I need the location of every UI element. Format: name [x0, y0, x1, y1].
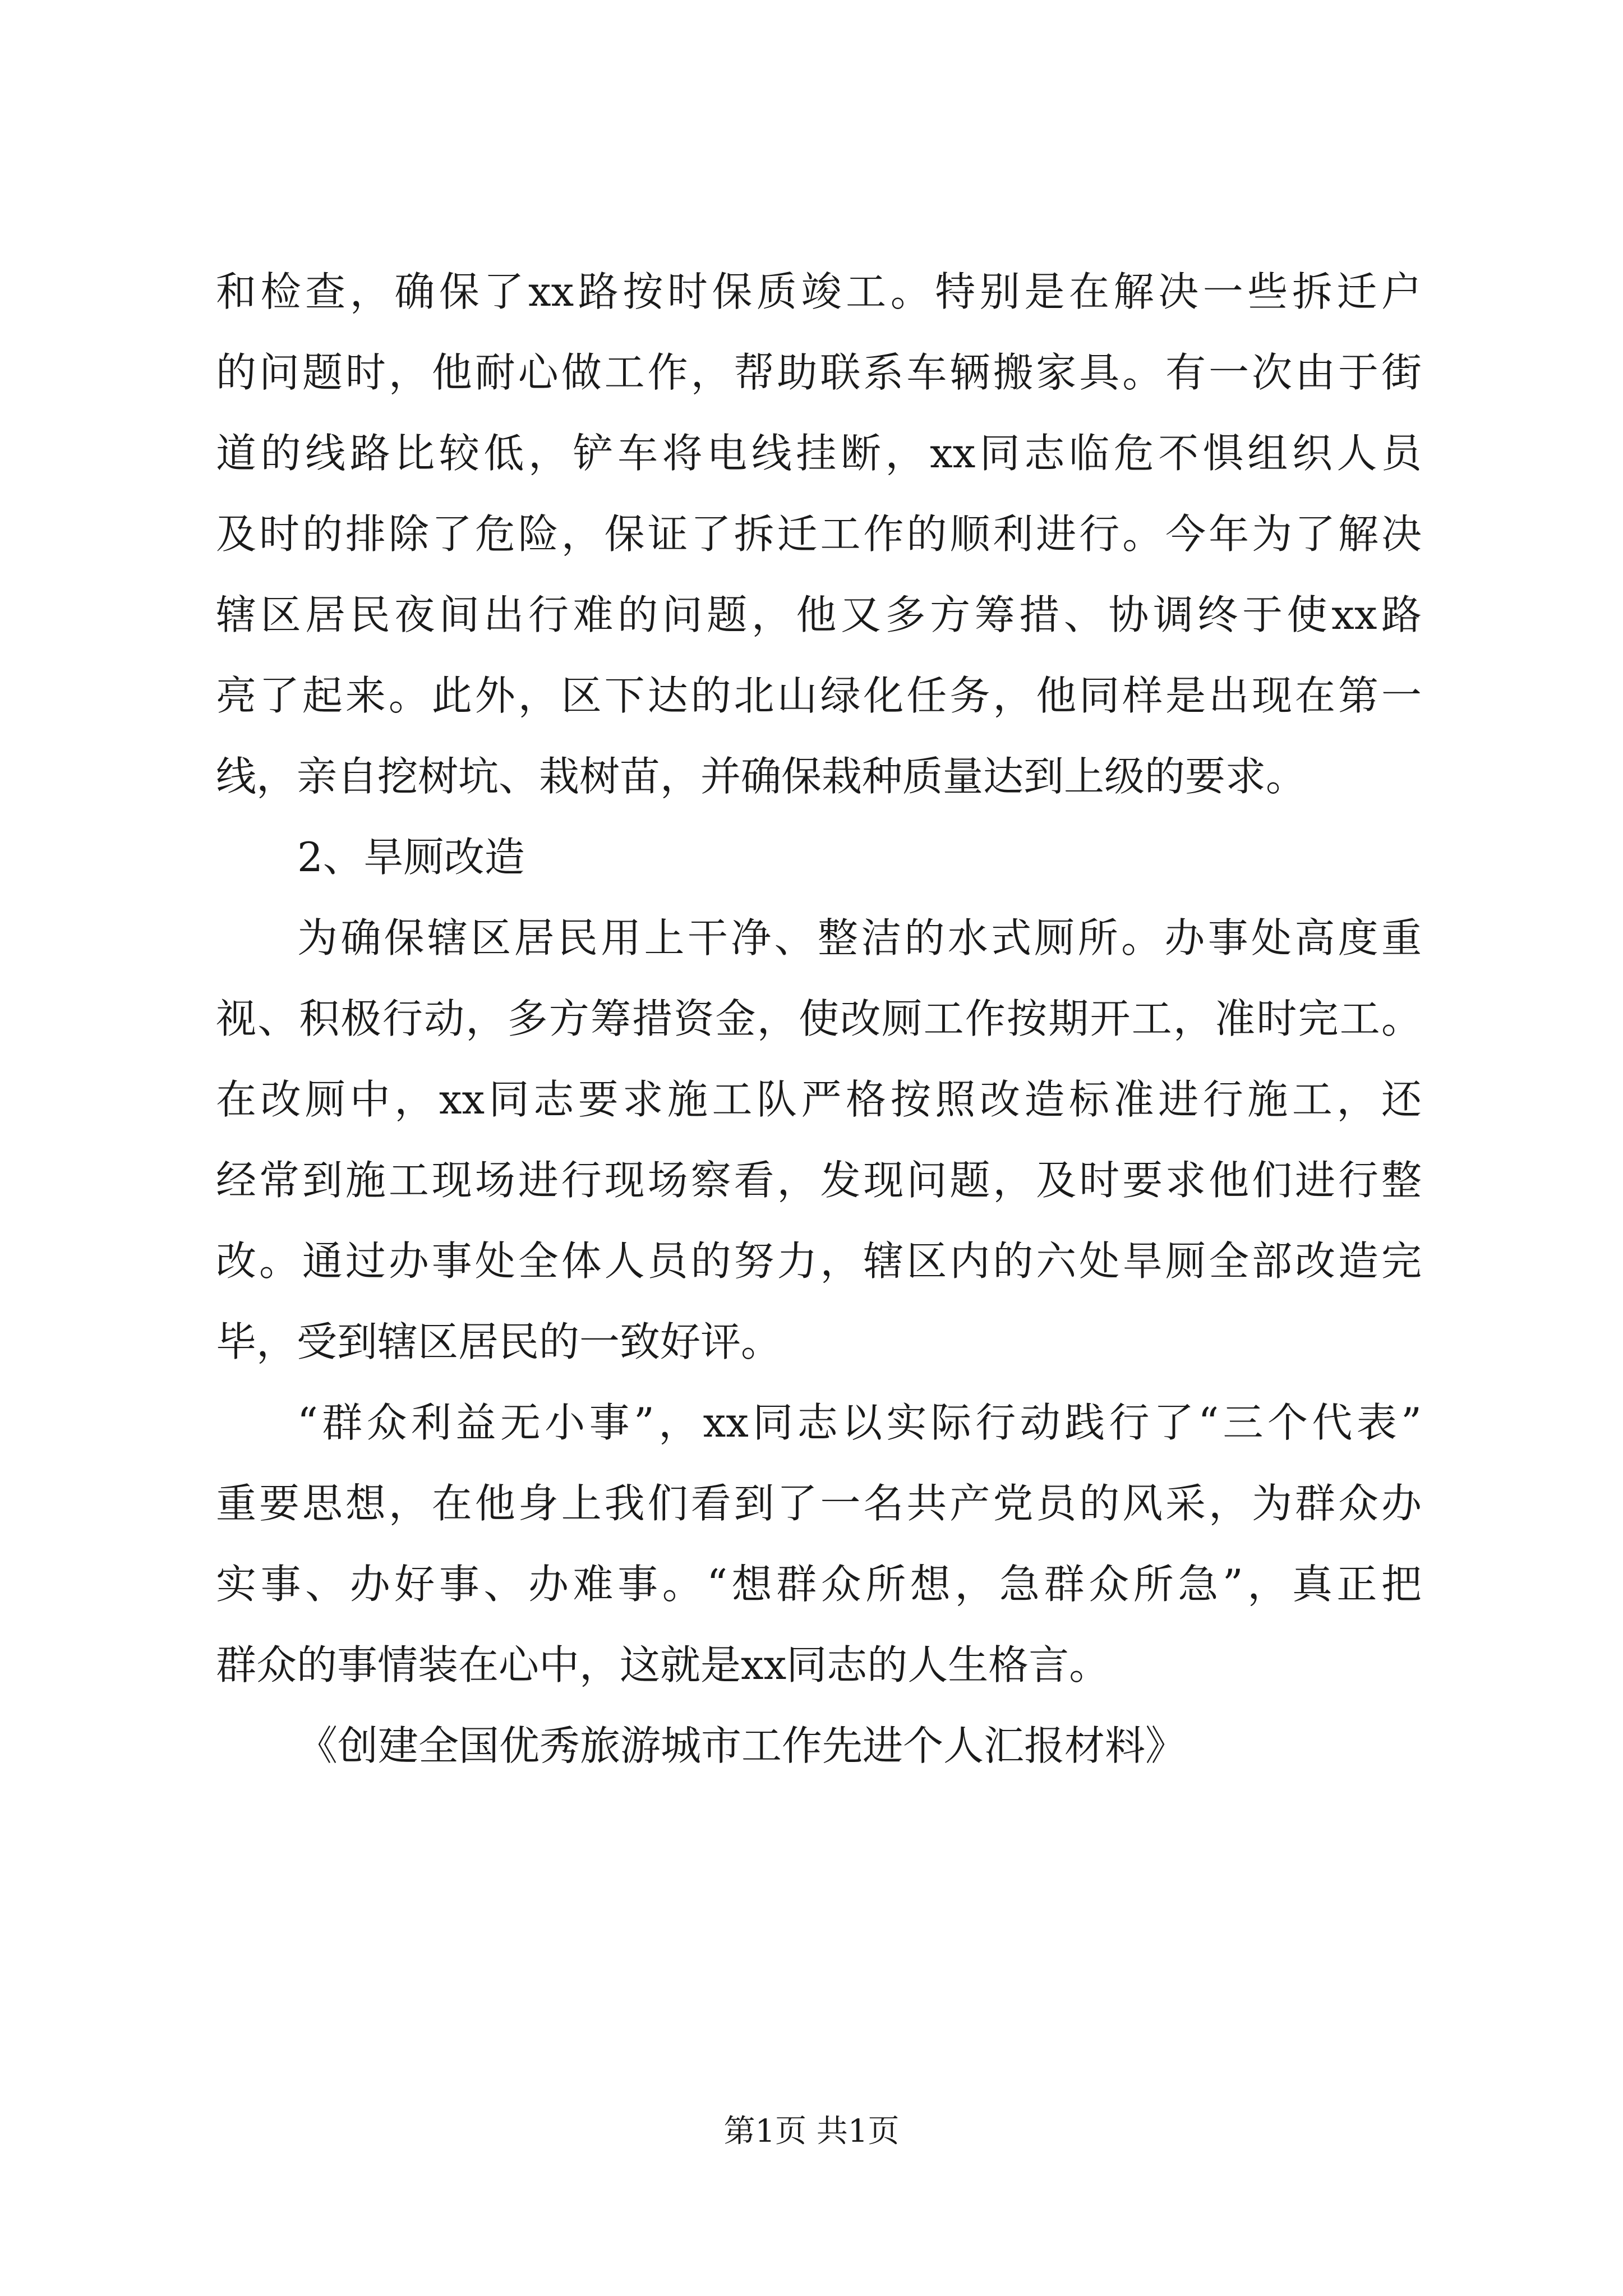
text-line: 视、积极行动，多方筹措资金，使改厕工作按期开工，准时完工。	[216, 995, 1422, 1042]
section-heading: 2、旱厕改造	[297, 834, 525, 881]
text-line: 毕，受到辖区居民的一致好评。	[216, 1318, 782, 1365]
text-line: 经常到施工现场进行现场察看，发现问题，及时要求他们进行整	[216, 1157, 1422, 1204]
text-line: 和检查，确保了xx路按时保质竣工。特别是在解决一些拆迁户	[216, 268, 1422, 315]
text-line: 重要思想，在他身上我们看到了一名共产党员的风采，为群众办	[216, 1480, 1422, 1527]
text-line: 及时的排除了危险，保证了拆迁工作的顺利进行。今年为了解决	[216, 510, 1422, 558]
text-line: 改。通过办事处全体人员的努力，辖区内的六处旱厕全部改造完	[216, 1237, 1422, 1285]
text-line: 亮了起来。此外，区下达的北山绿化任务，他同样是出现在第一	[216, 672, 1422, 719]
document-title-reference: 《创建全国优秀旅游城市工作先进个人汇报材料》	[297, 1722, 1186, 1769]
text-line: 道的线路比较低，铲车将电线挂断，xx同志临危不惧组织人员	[216, 430, 1422, 477]
text-line: “群众利益无小事”，xx同志以实际行动践行了“三个代表”	[297, 1399, 1422, 1446]
text-line: 的问题时，他耐心做工作，帮助联系车辆搬家具。有一次由于街	[216, 349, 1422, 396]
text-line: 线，亲自挖树坑、栽树苗，并确保栽种质量达到上级的要求。	[216, 753, 1307, 800]
text-line: 实事、办好事、办难事。“想群众所想，急群众所急”，真正把	[216, 1561, 1422, 1608]
text-line: 辖区居民夜间出行难的问题，他又多方筹措、协调终于使xx路	[216, 591, 1422, 638]
page-number-footer: 第1页 共1页	[723, 2113, 900, 2150]
text-line: 为确保辖区居民用上干净、整洁的水式厕所。办事处高度重	[297, 914, 1422, 961]
text-line: 在改厕中，xx同志要求施工队严格按照改造标准进行施工，还	[216, 1076, 1422, 1123]
text-line: 群众的事情装在心中，这就是xx同志的人生格言。	[216, 1641, 1110, 1688]
